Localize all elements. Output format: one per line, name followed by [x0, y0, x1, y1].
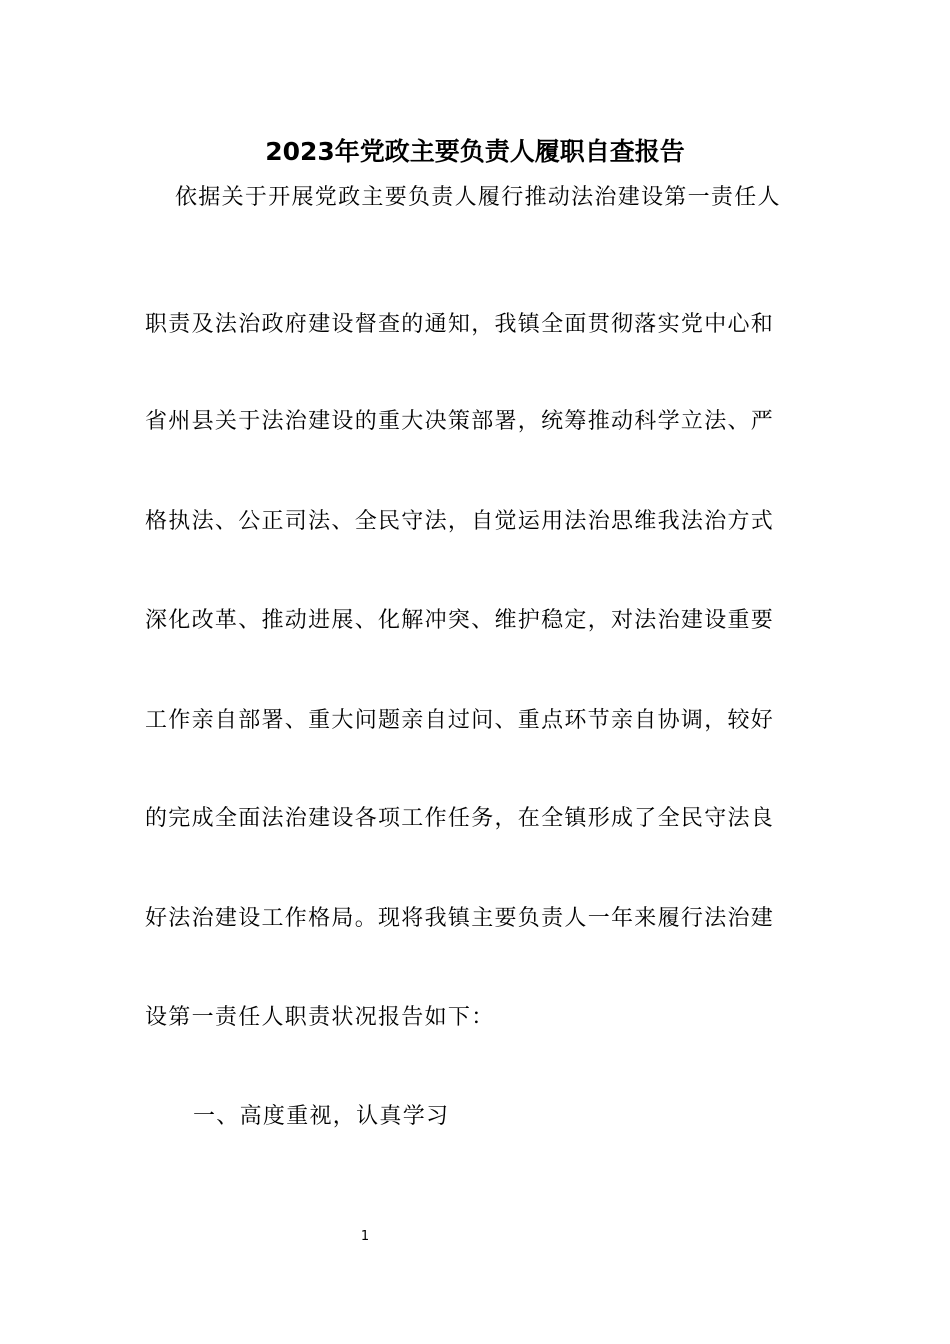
paragraph-line-3: 省州县关于法治建设的重大决策部署，统筹推动科学立法、严: [145, 409, 775, 434]
paragraph-line-4: 格执法、公正司法、全民守法，自觉运用法治思维我法治方式: [145, 509, 775, 534]
paragraph-line-6: 工作亲自部署、重大问题亲自过问、重点环节亲自协调，较好: [145, 708, 775, 733]
paragraph-line-5: 深化改革、推动进展、化解冲突、维护稳定，对法治建设重要: [145, 608, 775, 633]
document-title: 2023年党政主要负责人履职自查报告: [265, 137, 685, 166]
paragraph-line-8: 好法治建设工作格局。现将我镇主要负责人一年来履行法治建: [145, 906, 775, 931]
section-heading: 一、高度重视，认真学习: [193, 1104, 450, 1129]
paragraph-line-1: 依据关于开展党政主要负责人履行推动法治建设第一责任人: [175, 185, 781, 210]
paragraph-line-9: 设第一责任人职责状况报告如下：: [145, 1005, 495, 1030]
page-number: 1: [360, 1229, 370, 1244]
paragraph-line-2: 职责及法治政府建设督查的通知，我镇全面贯彻落实党中心和: [145, 312, 775, 337]
paragraph-line-7: 的完成全面法治建设各项工作任务，在全镇形成了全民守法良: [145, 806, 775, 831]
